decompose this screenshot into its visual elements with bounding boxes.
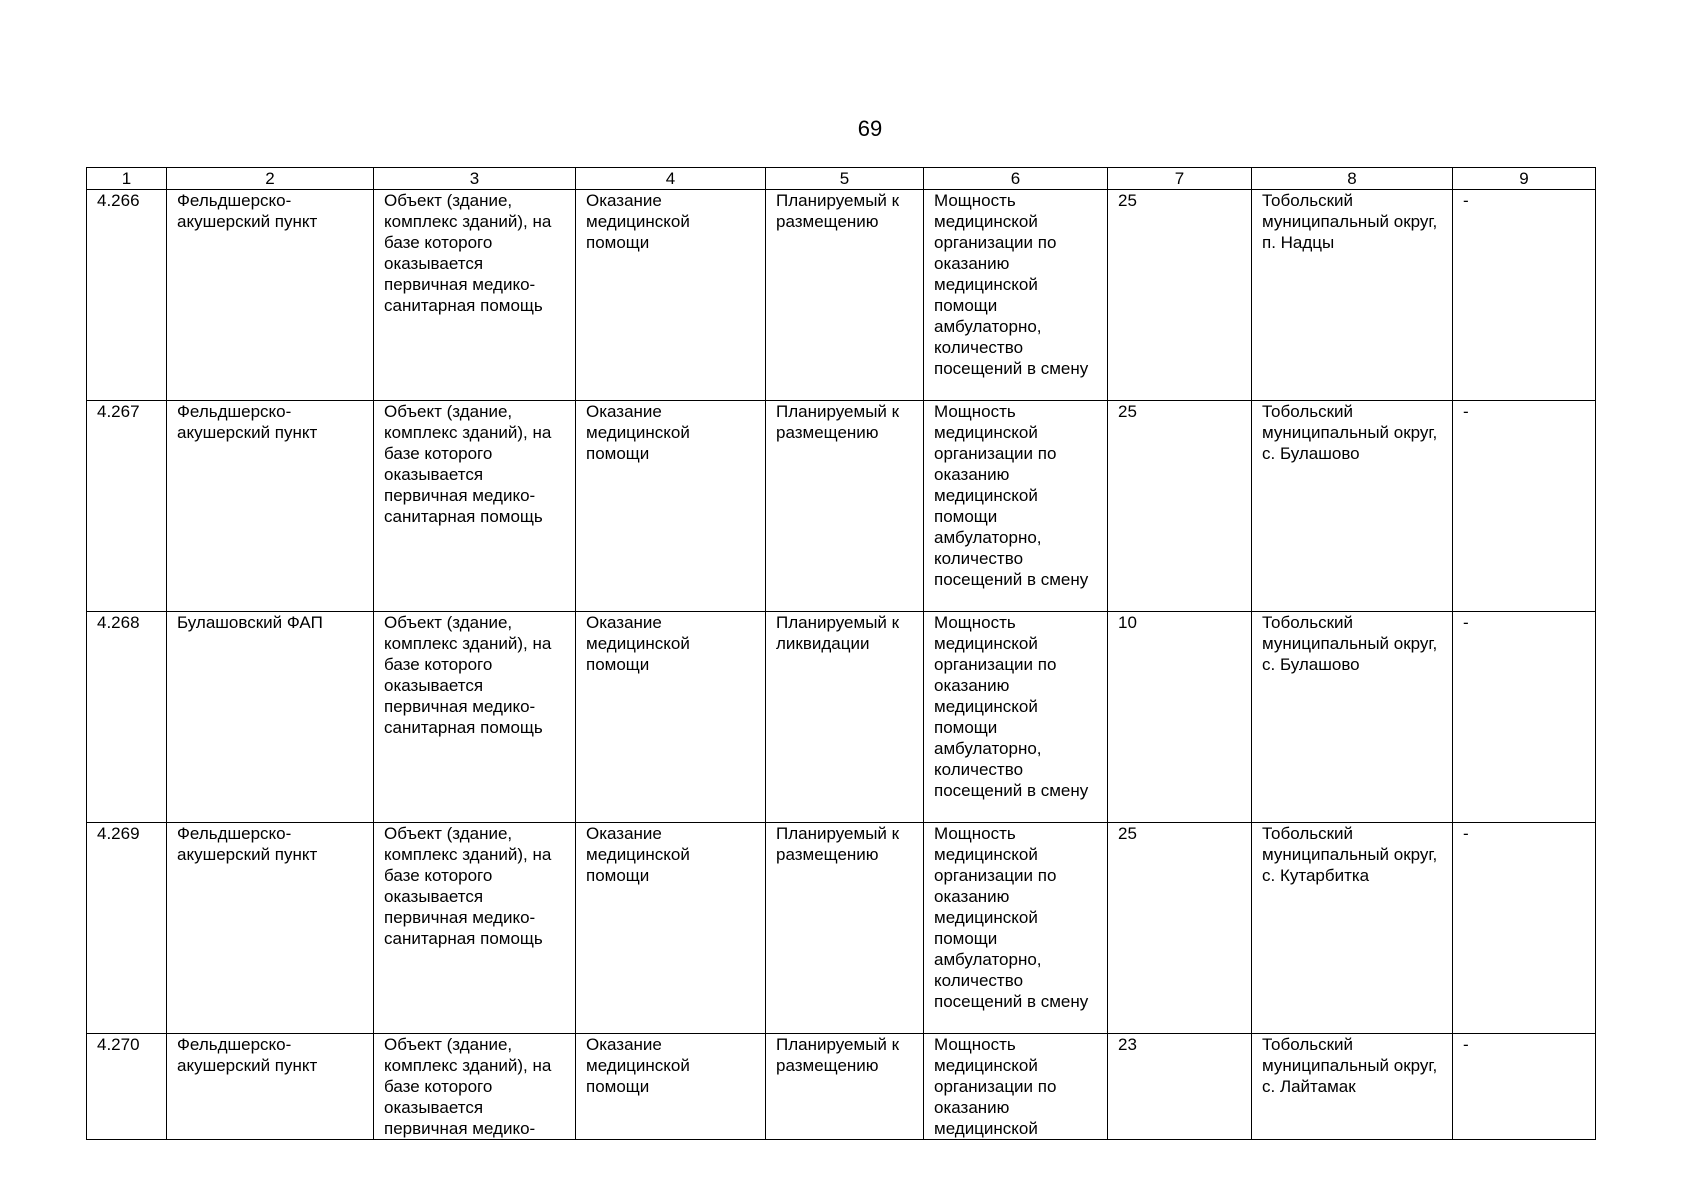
row-number-text: 4.270: [97, 1035, 140, 1054]
column-header: 8: [1252, 168, 1453, 190]
column-header: 6: [924, 168, 1108, 190]
object-location: Тобольский муниципальный округ, с. Булашово: [1252, 612, 1453, 823]
objects-table: [86, 167, 1596, 1140]
object-extra: [1453, 1034, 1596, 1140]
row-number: 4.269: [87, 823, 167, 1034]
object-purpose: Оказание медицинской помощи: [576, 612, 766, 823]
column-header: 2: [167, 168, 374, 190]
object-value: 10: [1108, 612, 1252, 823]
object-purpose: [576, 1034, 766, 1140]
object-characteristic: Мощность медицинской организации по оказанию медицинской помощи амбулаторно, количество посещений в смену: [924, 612, 1108, 823]
row-number: 4.266: [87, 190, 167, 401]
object-name: Фельдшерско-акушерский пункт: [167, 823, 374, 1034]
object-status: Планируемый к размещению: [766, 401, 924, 612]
object-name-text: Фельдшерско-акушерский пункт: [177, 1035, 318, 1075]
object-name: Булашовский ФАП: [167, 612, 374, 823]
object-characteristic: Мощность медицинской организации по оказанию медицинской помощи амбулаторно, количество посещений в смену: [924, 190, 1108, 401]
object-purpose: Оказание медицинской помощи: [576, 823, 766, 1034]
object-type: Объект (здание, комплекс зданий), на базе которого оказывается первичная медико-санитарная помощь: [374, 401, 576, 612]
column-header: 4: [576, 168, 766, 190]
object-location-text: Тобольский муниципальный округ, с. Лайтамак: [1262, 1035, 1438, 1096]
table-row: [87, 823, 1596, 1034]
object-characteristic: Мощность медицинской организации по оказанию медицинской помощи амбулаторно, количество посещений в смену: [924, 401, 1108, 612]
object-extra: -: [1453, 401, 1596, 612]
object-status: Планируемый к ликвидации: [766, 612, 924, 823]
object-value-text: 23: [1118, 1035, 1137, 1054]
table-row: [87, 190, 1596, 401]
object-status-text: Планируемый к размещению: [776, 1035, 900, 1075]
object-value: 25: [1108, 190, 1252, 401]
row-number: [87, 1034, 167, 1140]
object-type: [374, 1034, 576, 1140]
object-characteristic: Мощность медицинской организации по оказанию медицинской помощи амбулаторно, количество посещений в смену: [924, 823, 1108, 1034]
object-location: [1252, 1034, 1453, 1140]
object-extra: -: [1453, 823, 1596, 1034]
object-value: [1108, 1034, 1252, 1140]
row-number: 4.268: [87, 612, 167, 823]
column-header: 7: [1108, 168, 1252, 190]
object-type: Объект (здание, комплекс зданий), на базе которого оказывается первичная медико-санитарная помощь: [374, 612, 576, 823]
object-type: Объект (здание, комплекс зданий), на базе которого оказывается первичная медико-санитарная помощь: [374, 190, 576, 401]
page-number: 69: [857, 116, 883, 141]
object-status: [766, 1034, 924, 1140]
object-characteristic-text: Мощность медицинской организации по оказанию медицинской: [934, 1035, 1057, 1138]
object-extra-text: -: [1463, 1035, 1469, 1054]
column-header: 5: [766, 168, 924, 190]
object-name: Фельдшерско-акушерский пункт: [167, 190, 374, 401]
object-purpose: Оказание медицинской помощи: [576, 190, 766, 401]
column-header: 3: [374, 168, 576, 190]
object-value: 25: [1108, 823, 1252, 1034]
object-type-text: Объект (здание, комплекс зданий), на базе которого оказывается первичная медико-: [384, 1035, 552, 1138]
column-header: 1: [87, 168, 167, 190]
object-name: [167, 1034, 374, 1140]
object-name: Фельдшерско-акушерский пункт: [167, 401, 374, 612]
table-row: [87, 1034, 1596, 1140]
object-purpose: Оказание медицинской помощи: [576, 401, 766, 612]
object-status: Планируемый к размещению: [766, 823, 924, 1034]
object-extra: -: [1453, 190, 1596, 401]
object-location: Тобольский муниципальный округ, п. Надцы: [1252, 190, 1453, 401]
table-row: [87, 612, 1596, 823]
object-location: Тобольский муниципальный округ, с. Кутарбитка: [1252, 823, 1453, 1034]
object-status: Планируемый к размещению: [766, 190, 924, 401]
object-value: 25: [1108, 401, 1252, 612]
table-row: [87, 401, 1596, 612]
row-number: 4.267: [87, 401, 167, 612]
object-extra: -: [1453, 612, 1596, 823]
object-characteristic: [924, 1034, 1108, 1140]
column-header: 9: [1453, 168, 1596, 190]
object-type: Объект (здание, комплекс зданий), на базе которого оказывается первичная медико-санитарная помощь: [374, 823, 576, 1034]
object-location: Тобольский муниципальный округ, с. Булашово: [1252, 401, 1453, 612]
object-purpose-text: Оказание медицинской помощи: [586, 1035, 690, 1096]
column-number-row: [87, 168, 1596, 190]
